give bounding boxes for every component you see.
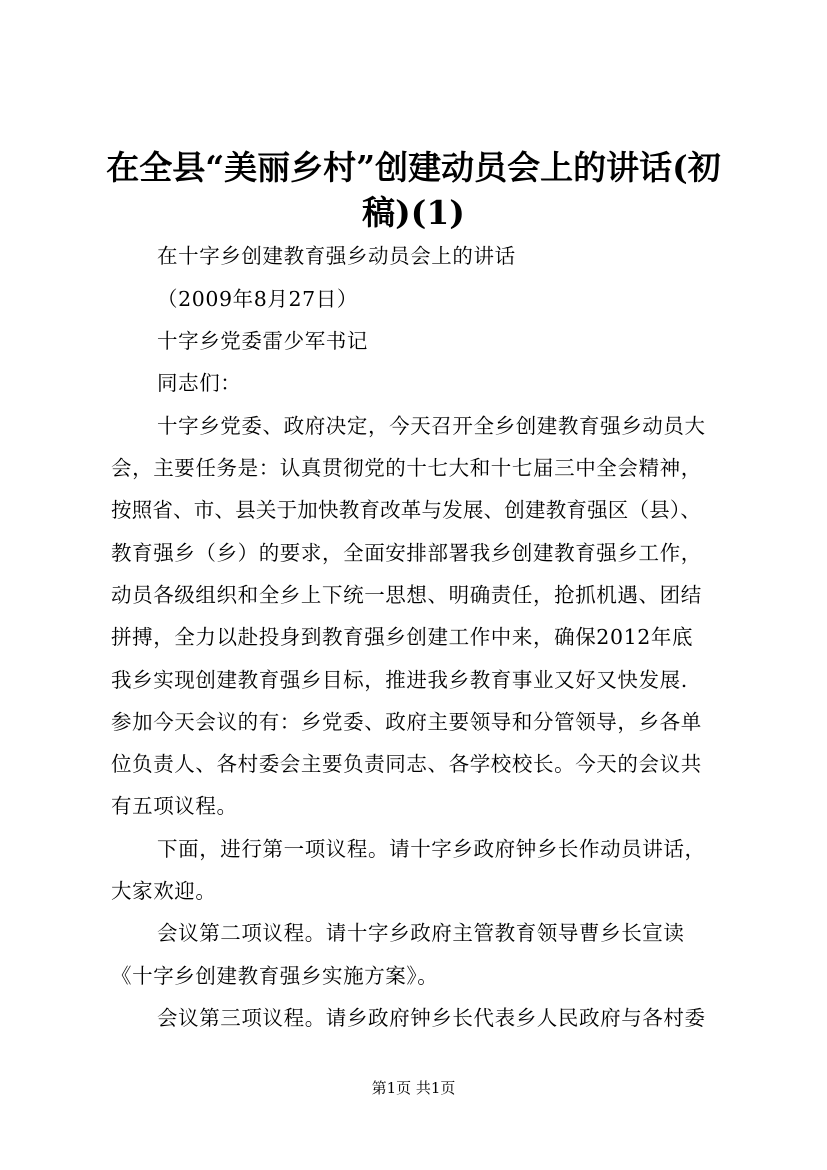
body-line: 动员各级组织和全乡上下统一思想、明确责任，抢抓机遇、团结 (111, 583, 702, 607)
body-line: 会议第二项议程。请十字乡政府主管教育领导曹乡长宣读 (157, 921, 685, 945)
page-footer: 第1页 共1页 (371, 1079, 456, 1097)
body-line: 教育强乡（乡）的要求，全面安排部署我乡创建教育强乡工作， (111, 541, 702, 565)
body-line: 按照省、市、县关于加快教育改革与发展、创建教育强区（县）、 (111, 498, 702, 522)
body-line: 在十字乡创建教育强乡动员会上的讲话 (157, 244, 516, 268)
body-line: 《十字乡创建教育强乡实施方案》。 (111, 964, 439, 988)
document-title: 在全县“美丽乡村”创建动员会上的讲话(初稿)(1) (106, 148, 721, 232)
body-line: 参加今天会议的有：乡党委、政府主要领导和分管领导，乡各单 (111, 710, 702, 734)
body-line: 下面，进行第一项议程。请十字乡政府钟乡长作动员讲话， (157, 837, 706, 861)
body-line: 我乡实现创建教育强乡目标，推进我乡教育事业又好又快发展. (111, 668, 688, 692)
body-line: 十字乡党委雷少军书记 (157, 329, 368, 353)
body-line: 十字乡党委、政府决定，今天召开全乡创建教育强乡动员大 (157, 414, 706, 438)
body-line: 同志们： (157, 371, 242, 395)
body-line: 有五项议程。 (111, 794, 238, 818)
body-line: 会议第三项议程。请乡政府钟乡长代表乡人民政府与各村委 (157, 1006, 706, 1030)
body-line: 会，主要任务是：认真贯彻党的十七大和十七届三中全会精神， (111, 456, 702, 480)
body-line: （2009年8月27日） (157, 287, 358, 311)
body-line: 拼搏，全力以赴投身到教育强乡创建工作中来，确保2012年底 (111, 625, 694, 649)
body-line: 大家欢迎。 (111, 879, 217, 903)
body-line: 位负责人、各村委会主要负责同志、各学校校长。今天的会议共 (111, 752, 702, 776)
